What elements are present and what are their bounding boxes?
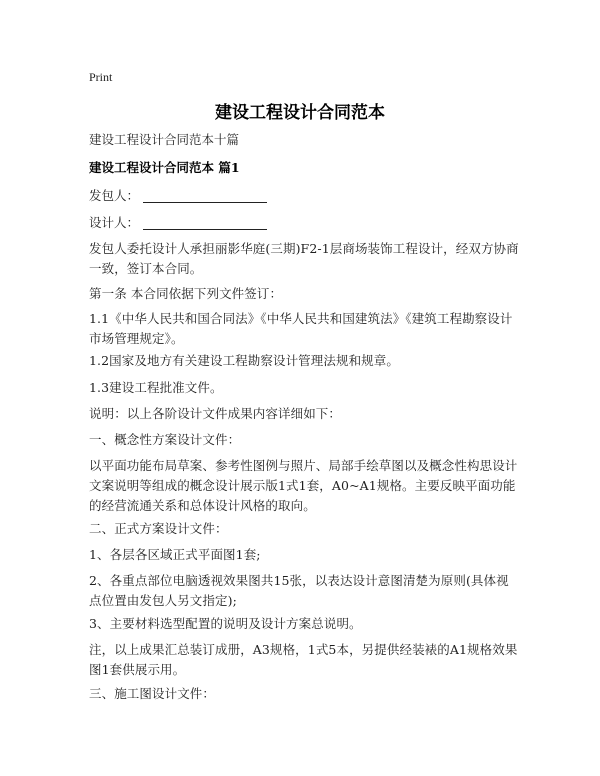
paragraph-section-2: 二、正式方案设计文件： <box>89 521 228 536</box>
designer-label: 设计人： <box>89 215 140 230</box>
paragraph-section-1: 一、概念性方案设计文件： <box>89 432 241 447</box>
paragraph-1-3: 1.3建设工程批准文件。 <box>89 380 223 395</box>
document-title: 建设工程设计合同范本 <box>215 103 385 123</box>
paragraph-item-3: 3、主要材料选型配置的说明及设计方案总说明。 <box>89 616 362 631</box>
paragraph-1-2: 1.2国家及地方有关建设工程勘察设计管理法规和规章。 <box>89 353 399 368</box>
employer-field <box>89 186 521 206</box>
employer-label: 发包人： <box>89 188 140 203</box>
paragraph-item-1: 1、各层各区域正式平面图1套; <box>89 547 261 562</box>
employer-blank <box>143 188 267 203</box>
paragraph-concept-detail: 以平面功能布局草案、参考性图例与照片、局部手绘草图以及概念性构思设计文案说明等组成的概念设计展示版1式1套，A0~A1规格。主要反映平面功能的经营流通关系和总体设计风格的取向。 <box>89 458 518 513</box>
section-heading: 建设工程设计合同范本 篇1 <box>89 160 240 175</box>
paragraph-article-1: 第一条 本合同依据下列文件签订： <box>89 286 283 301</box>
paragraph-note: 说明：以上各阶设计文件成果内容详细如下： <box>89 406 342 421</box>
paragraph-1-1: 1.1《中华人民共和国合同法》《中华人民共和国建筑法》《建筑工程勘察设计市场管理规定》。 <box>89 311 513 346</box>
paragraph-remark: 注，以上成果汇总装订成册，A3规格，1式5本，另提供经装裱的A1规格效果图1套供展示用。 <box>89 642 518 677</box>
print-label: Print <box>89 70 113 84</box>
paragraph-item-2: 2、各重点部位电脑透视效果图共15张，以表达设计意图清楚为原则(具体视点位置由发包人另文指定); <box>89 573 509 608</box>
paragraph-section-3: 三、施工图设计文件： <box>89 686 216 701</box>
document-subtitle: 建设工程设计合同范本十篇 <box>89 132 240 147</box>
paragraph-intro: 发包人委托设计人承担丽影华庭(三期)F2-1层商场装饰工程设计，经双方协商一致，签订本合同。 <box>89 241 519 276</box>
designer-field <box>89 213 521 233</box>
designer-blank <box>143 215 267 230</box>
